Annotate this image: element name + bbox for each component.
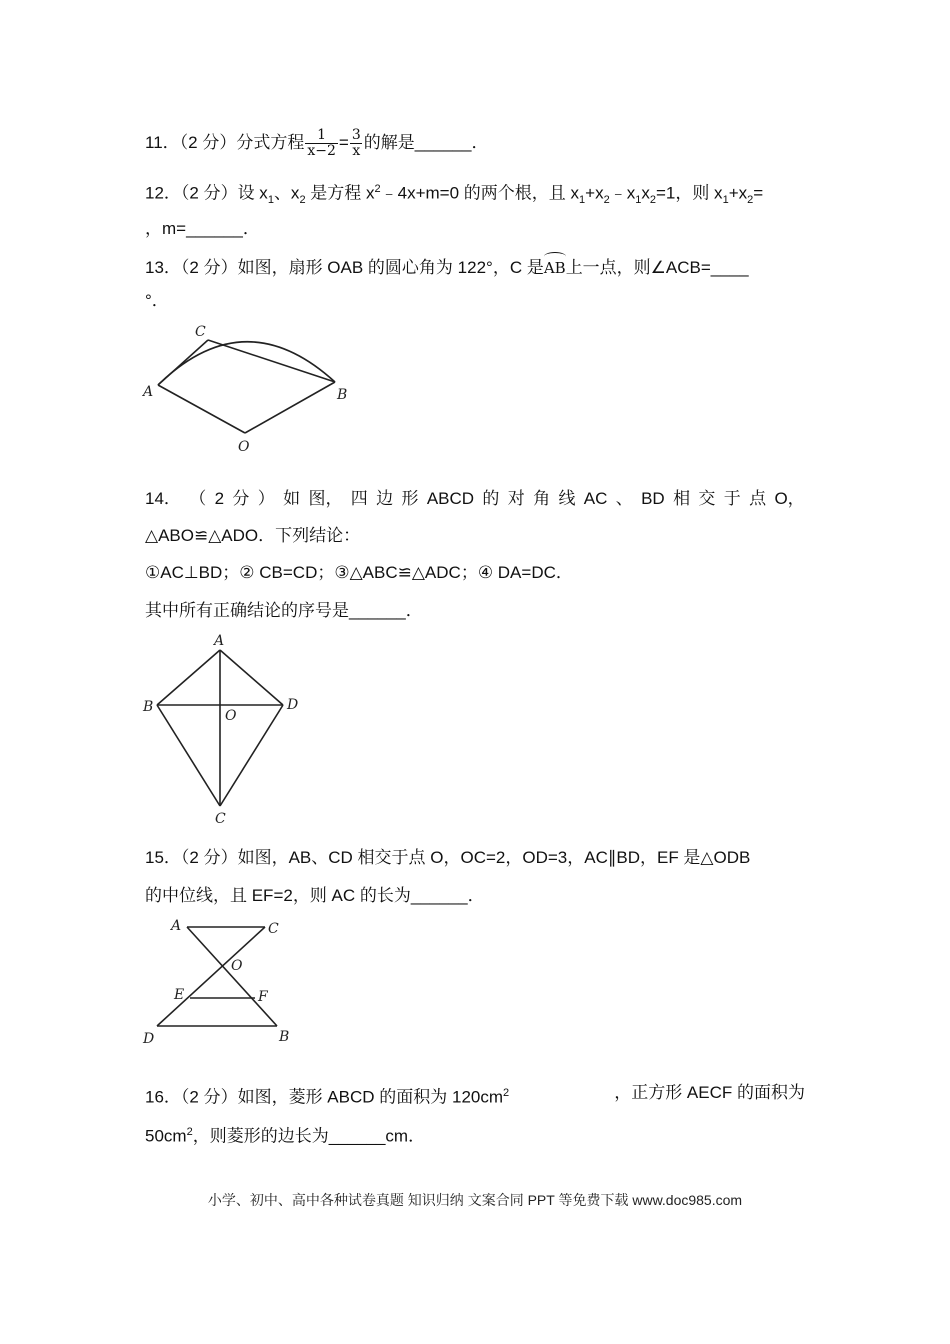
question-14-token: ）: [257, 489, 275, 508]
question-14-line3: ①AC⊥BD；② CB=CD；③△ABC≌△ADC；④ DA=DC．: [145, 563, 573, 582]
segment-ab: [157, 650, 220, 705]
question-14-line2: △ABO≌△ADO．下列结论：: [145, 526, 361, 545]
segment-ad: [220, 650, 283, 705]
question-14-token: 相: [673, 489, 691, 508]
question-15-line2: 的中位线，且 EF=2，则 AC 的长为______．: [145, 886, 485, 905]
label-a: A: [143, 384, 154, 400]
label-d: D: [143, 1031, 155, 1047]
question-14-token: 对: [507, 489, 525, 508]
segment-bc: [157, 705, 220, 806]
segment-ca: [158, 340, 208, 385]
label-o: O: [225, 708, 237, 724]
fraction-2: $\frac{3}{x}$: [351, 127, 361, 159]
fraction-1: $\frac{1}{x-2}$: [307, 127, 336, 159]
label-o: O: [238, 439, 250, 455]
arc-ab-curve: [158, 342, 335, 385]
figure-13-sector: [140, 320, 360, 460]
label-a: A: [171, 918, 182, 934]
question-14-token: 2: [214, 489, 225, 508]
question-14-token: 形: [401, 489, 419, 508]
question-14-line4: 其中所有正确结论的序号是______．: [145, 601, 423, 620]
label-a: A: [214, 633, 225, 649]
question-15: 15．（2 分）如图，AB、CD 相交于点 O，OC=2，OD=3，AC∥BD，EF 是△ODB: [145, 848, 751, 867]
segment-ab: [187, 927, 277, 1026]
segment-cb: [208, 340, 335, 382]
label-f: F: [258, 989, 268, 1005]
label-d: D: [287, 697, 299, 713]
question-14-token: BD: [641, 489, 665, 508]
label-c: C: [268, 921, 279, 937]
label-o: O: [231, 958, 243, 974]
arc-ab: AB: [544, 253, 566, 279]
figure-14-kite: [140, 630, 320, 830]
question-14-token: （: [189, 489, 207, 508]
question-14-token: 点: [749, 489, 767, 508]
label-b: B: [143, 699, 154, 715]
question-14-token: 如: [283, 489, 301, 508]
question-14-token: 分: [232, 489, 250, 508]
question-12-line2: ，m=______．: [145, 219, 260, 238]
question-16: 16．（2 分）如图，菱形 ABCD 的面积为 $120cm^2$ ，正方形 AECF 的面积为: [145, 1083, 805, 1107]
label-b: B: [337, 387, 348, 403]
question-16-line2: $50cm^2$，则菱形的边长为______cm．: [145, 1126, 426, 1146]
label-e: E: [174, 987, 185, 1003]
question-14-token: 14．: [145, 489, 181, 508]
segment-ao: [158, 385, 245, 433]
question-14-token: AC: [583, 489, 608, 508]
question-14-token: 边: [376, 489, 394, 508]
segment-cd: [157, 927, 265, 1026]
label-c: C: [195, 324, 206, 340]
label-b: B: [279, 1029, 290, 1045]
question-14-token: 线: [558, 489, 576, 508]
page-footer: 小学、初中、高中各种试卷真题 知识归纳 文案合同 PPT 等免费下载 www.doc985.com: [207, 1192, 743, 1208]
question-11: 11．（2 分）分式方程 $\frac{1}{x-2}$ = $\frac{3}{x}$ 的解是______．: [145, 127, 489, 159]
question-12: 12．（2 分）设 $x_1$、$x_2$ 是方程 $x^2﹣4x+m=0$ 的两个根，且 $x_1+x_2﹣x_1x_2=1$，则 $x_1+x_2=$: [145, 183, 764, 207]
question-14-token: 于: [723, 489, 741, 508]
question-14-token: 四: [350, 489, 368, 508]
question-13: 13．（2 分）如图，扇形 OAB 的圆心角为 122°，C 是AB上一点，则∠ACB=____: [145, 253, 749, 279]
question-14-token: 角: [533, 489, 551, 508]
question-14-token: 的: [482, 489, 500, 508]
label-c: C: [215, 811, 226, 827]
figure-15-crossed-lines: [140, 913, 310, 1053]
question-14-token: 图，: [308, 489, 343, 508]
question-14-token: O，: [774, 489, 805, 508]
question-14-token: ABCD: [426, 489, 475, 508]
segment-bo: [245, 382, 335, 433]
question-14-token: 交: [698, 489, 716, 508]
question-14: [145, 488, 805, 510]
question-14-token: 、: [615, 489, 633, 508]
question-13-line2: °．: [145, 291, 169, 310]
